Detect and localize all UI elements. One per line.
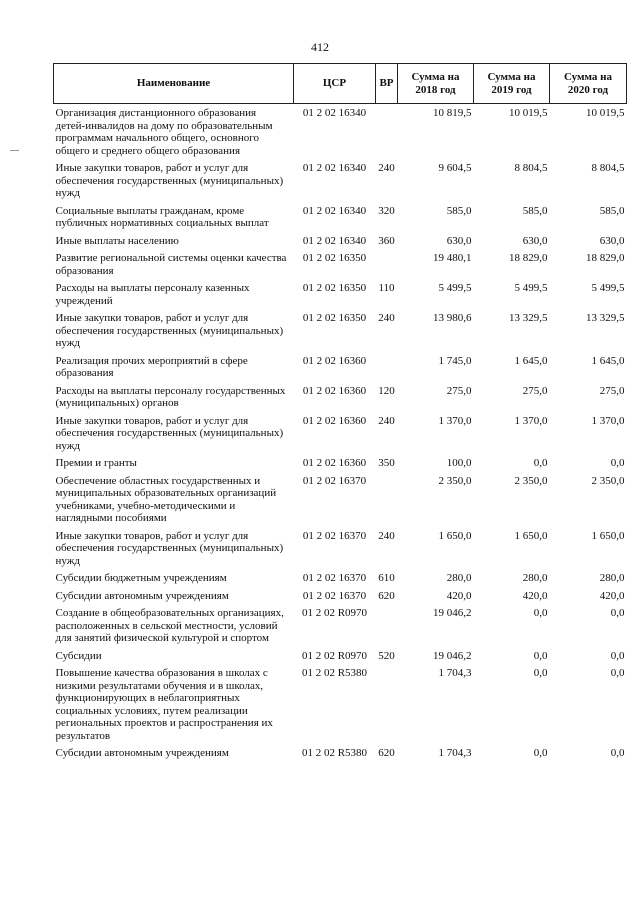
header-sum-2019: Сумма на 2019 год <box>474 64 550 104</box>
row-sum-2018: 9 604,5 <box>438 162 472 174</box>
header-vr: ВР <box>376 64 398 104</box>
row-vr: 120 <box>378 384 395 397</box>
row-sum-2020: 0,0 <box>610 649 625 662</box>
row-sum-2018: 1 650,0 <box>438 529 472 542</box>
row-sum-2020: 420,0 <box>599 589 625 602</box>
row-name: Субсидии автономным учреждениям <box>55 747 229 759</box>
row-csr: 01 2 02 16360 <box>302 457 367 469</box>
row-vr: 240 <box>378 414 395 427</box>
row-sum-2020: 275,0 <box>599 384 625 397</box>
row-csr: 01 2 02 R0970 <box>301 607 368 619</box>
table-row <box>54 282 627 312</box>
row-csr: 01 2 02 16340 <box>302 234 367 247</box>
row-sum-2019: 585,0 <box>522 204 548 217</box>
row-vr <box>376 104 398 163</box>
row-sum-2020: 1 370,0 <box>591 414 625 427</box>
row-name: Иные выплаты населению <box>55 234 179 247</box>
row-vr: 620 <box>378 589 395 602</box>
row-sum-2018: 2 350,0 <box>438 474 472 487</box>
row-sum-2018: 1 704,3 <box>438 667 472 679</box>
row-name: Реализация прочих мероприятий в сфере образования <box>55 354 248 379</box>
row-sum-2019: 420,0 <box>522 589 548 602</box>
row-sum-2018: 275,0 <box>446 384 472 397</box>
row-sum-2020: 1 645,0 <box>591 354 625 367</box>
row-sum-2020: 13 329,5 <box>586 312 625 324</box>
row-sum-2018: 420,0 <box>446 589 472 602</box>
table-row <box>54 162 627 205</box>
row-sum-2020: 18 829,0 <box>586 252 625 264</box>
row-vr <box>376 355 398 385</box>
table-header-row <box>54 64 627 104</box>
row-vr <box>376 667 398 747</box>
row-csr: 01 2 02 16350 <box>302 252 367 264</box>
table-row <box>54 572 627 590</box>
row-name: Обеспечение областных государственных и муниципальных образовательных организаций учебниками, учебно-методическими и наглядными пособиями <box>55 474 277 524</box>
row-sum-2019: 0,0 <box>533 607 548 619</box>
row-name: Иные закупки товаров, работ и услуг для обеспечения государственных (муниципальных) нужд <box>55 529 284 567</box>
header-sum-2020: Сумма на 2020 год <box>550 64 627 104</box>
table-row <box>54 590 627 608</box>
row-sum-2020: 280,0 <box>599 572 625 584</box>
page-number: 412 <box>311 40 329 54</box>
table-row <box>54 530 627 573</box>
row-csr: 01 2 02 R5380 <box>301 667 368 679</box>
row-vr <box>376 607 398 650</box>
row-csr: 01 2 02 16370 <box>302 589 367 602</box>
row-sum-2019: 630,0 <box>522 234 548 247</box>
row-sum-2019: 1 645,0 <box>514 354 548 367</box>
table-row <box>54 607 627 650</box>
row-sum-2018: 630,0 <box>446 234 472 247</box>
row-sum-2018: 280,0 <box>446 572 472 584</box>
row-sum-2019: 8 804,5 <box>514 162 548 174</box>
row-sum-2019: 10 019,5 <box>509 107 548 119</box>
row-sum-2020: 630,0 <box>599 234 625 247</box>
row-csr: 01 2 02 16340 <box>302 162 367 174</box>
row-name: Развитие региональной системы оценки качества образования <box>55 252 287 277</box>
row-csr: 01 2 02 R0970 <box>301 649 368 662</box>
row-name: Субсидии бюджетным учреждениям <box>55 572 227 584</box>
row-name: Социальные выплаты гражданам, кроме публичных нормативных социальных выплат <box>55 204 269 229</box>
row-csr: 01 2 02 16360 <box>302 384 367 397</box>
row-sum-2019: 280,0 <box>522 572 548 584</box>
row-vr: 110 <box>378 282 395 294</box>
row-sum-2019: 1 650,0 <box>514 529 548 542</box>
row-sum-2020: 10 019,5 <box>586 107 625 119</box>
row-sum-2018: 1 704,3 <box>438 747 472 759</box>
row-sum-2019: 275,0 <box>522 384 548 397</box>
row-sum-2018: 5 499,5 <box>438 282 472 294</box>
budget-table <box>53 63 627 765</box>
row-vr: 520 <box>378 649 395 662</box>
row-csr: 01 2 02 16370 <box>302 474 367 487</box>
row-sum-2019: 18 829,0 <box>509 252 548 264</box>
row-sum-2018: 19 046,2 <box>433 649 472 662</box>
table-row <box>54 104 627 163</box>
row-sum-2019: 2 350,0 <box>514 474 548 487</box>
row-sum-2019: 0,0 <box>533 649 548 662</box>
table-row <box>54 650 627 668</box>
row-vr <box>376 475 398 530</box>
row-csr: 01 2 02 16370 <box>302 529 367 542</box>
row-vr: 360 <box>378 234 395 247</box>
row-sum-2019: 1 370,0 <box>514 414 548 427</box>
header-csr: ЦСР <box>294 64 376 104</box>
budget-sheet <box>53 63 626 765</box>
row-name: Иные закупки товаров, работ и услуг для обеспечения государственных (муниципальных) нужд <box>55 414 284 452</box>
row-sum-2019: 5 499,5 <box>514 282 548 294</box>
table-row <box>54 667 627 747</box>
row-sum-2018: 585,0 <box>446 204 472 217</box>
row-sum-2018: 10 819,5 <box>433 107 472 119</box>
row-vr: 240 <box>378 162 395 174</box>
table-row <box>54 385 627 415</box>
table-row <box>54 252 627 282</box>
row-vr <box>376 252 398 282</box>
row-vr: 240 <box>378 529 395 542</box>
table-row <box>54 415 627 458</box>
row-sum-2020: 8 804,5 <box>591 162 625 174</box>
table-row <box>54 457 627 475</box>
row-csr: 01 2 02 16350 <box>302 312 367 324</box>
row-vr: 620 <box>378 747 395 759</box>
row-sum-2020: 585,0 <box>599 204 625 217</box>
row-name: Расходы на выплаты персоналу казенных учреждений <box>55 282 250 307</box>
row-vr: 240 <box>378 312 395 324</box>
row-csr: 01 2 02 16340 <box>302 204 367 217</box>
row-sum-2018: 13 980,6 <box>433 312 472 324</box>
row-name: Расходы на выплаты персоналу государственных (муниципальных) органов <box>55 384 286 409</box>
row-sum-2019: 0,0 <box>533 747 548 759</box>
row-sum-2020: 5 499,5 <box>591 282 625 294</box>
row-vr: 350 <box>378 457 395 469</box>
row-csr: 01 2 02 16360 <box>302 414 367 427</box>
table-row <box>54 355 627 385</box>
table-row <box>54 747 627 765</box>
row-sum-2019: 0,0 <box>533 457 548 469</box>
row-vr: 610 <box>378 572 395 584</box>
row-name: Субсидии автономным учреждениям <box>55 589 229 602</box>
row-name: Создание в общеобразовательных организациях, расположенных в сельской местности, условий для занятий физической культурой и спортом <box>55 607 284 644</box>
row-sum-2019: 0,0 <box>533 667 548 679</box>
row-sum-2018: 19 480,1 <box>433 252 472 264</box>
row-sum-2020: 0,0 <box>610 747 625 759</box>
row-name: Организация дистанционного образования детей-инвалидов на дому по образовательным программам начального общего, основного общего и среднего общего образования <box>55 107 273 157</box>
row-sum-2020: 0,0 <box>610 607 625 619</box>
row-name: Субсидии <box>55 649 102 662</box>
row-sum-2018: 1 370,0 <box>438 414 472 427</box>
row-vr: 320 <box>378 204 395 217</box>
row-name: Иные закупки товаров, работ и услуг для обеспечения государственных (муниципальных) нужд <box>55 162 284 199</box>
row-sum-2019: 13 329,5 <box>509 312 548 324</box>
table-row <box>54 235 627 253</box>
row-sum-2018: 19 046,2 <box>433 607 472 619</box>
row-sum-2018: 1 745,0 <box>438 354 472 367</box>
row-name: Премии и гранты <box>55 457 137 469</box>
margin-mark <box>10 150 19 151</box>
row-csr: 01 2 02 16370 <box>302 572 367 584</box>
row-sum-2020: 0,0 <box>610 667 625 679</box>
table-body <box>54 104 627 765</box>
row-sum-2020: 1 650,0 <box>591 529 625 542</box>
row-name: Повышение качества образования в школах с низкими результатами обучения и в школах, функционирующих в неблагоприятных социальных условиях, путем реализации региональных проектов и распространения их результатов <box>55 667 273 742</box>
row-sum-2020: 0,0 <box>610 457 625 469</box>
header-sum-2018: Сумма на 2018 год <box>398 64 474 104</box>
row-csr: 01 2 02 16340 <box>302 107 367 119</box>
table-row <box>54 205 627 235</box>
row-csr: 01 2 02 16360 <box>302 354 367 367</box>
row-sum-2020: 2 350,0 <box>591 474 625 487</box>
row-csr: 01 2 02 16350 <box>302 282 367 294</box>
table-row <box>54 312 627 355</box>
table-row <box>54 475 627 530</box>
row-csr: 01 2 02 R5380 <box>301 747 368 759</box>
header-name: Наименование <box>54 64 294 104</box>
row-sum-2018: 100,0 <box>446 457 472 469</box>
row-name: Иные закупки товаров, работ и услуг для обеспечения государственных (муниципальных) нужд <box>55 312 284 349</box>
